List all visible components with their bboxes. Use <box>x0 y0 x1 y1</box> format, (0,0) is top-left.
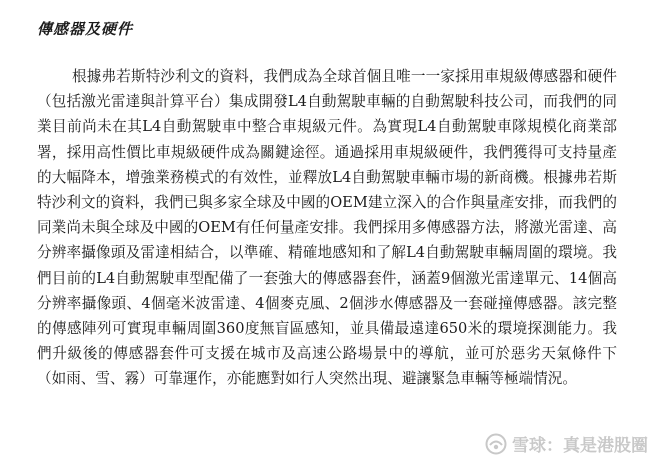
body-paragraph: 根據弗若斯特沙利文的資料，我們成為全球首個且唯一一家採用車規級傳感器和硬件（包括激光雷達與計算平台）集成開發L4自動駕駛車輛的自動駕駛科技公司，而我們的同業目前尚未在其L4自動駕駛車中整合車規級元件。為實現L4自動駕駛車隊規模化商業部署，採用高性價比車規級硬件成為關鍵途徑。通過採用車規級硬件，我們獲得可支持量產的大幅降本，增強業務模式的有效性，並釋放L4自動駕駛車輛市場的新商機。根據弗若斯特沙利文的資料，我們已與多家全球及中國的OEM建立深入的合作與量產安排，而我們的同業尚未與全球及中國的OEM有任何量產安排。我們採用多傳感器方法，將激光雷達、高分辨率攝像頭及雷達相結合，以準確、精確地感知和了解L4自動駕駛車輛周圍的環境。我們目前的L4自動駕駛車型配備了一套強大的傳感器套件，涵蓋9個激光雷達單元、14個高分辨率攝像頭、4個毫米波雷達、4個麥克風、2個涉水傳感器及一套碰撞傳感器。該完整的傳感陣列可實現車輛周圍360度無盲區感知，並具備最遠達650米的環境探測能力。我們升級後的傳感器套件可支援在城市及高速公路場景中的導航，並可於惡劣天氣條件下（如雨、雪、霧）可靠運作，亦能應對如行人突然出現、避讓緊急車輛等極端情況。 <box>37 68 617 388</box>
section-heading: 傳感器及硬件 <box>37 20 134 38</box>
watermark <box>485 431 648 456</box>
watermark-text: 雪球：真是港股圈 <box>512 436 648 456</box>
snowball-logo-icon <box>485 433 507 455</box>
